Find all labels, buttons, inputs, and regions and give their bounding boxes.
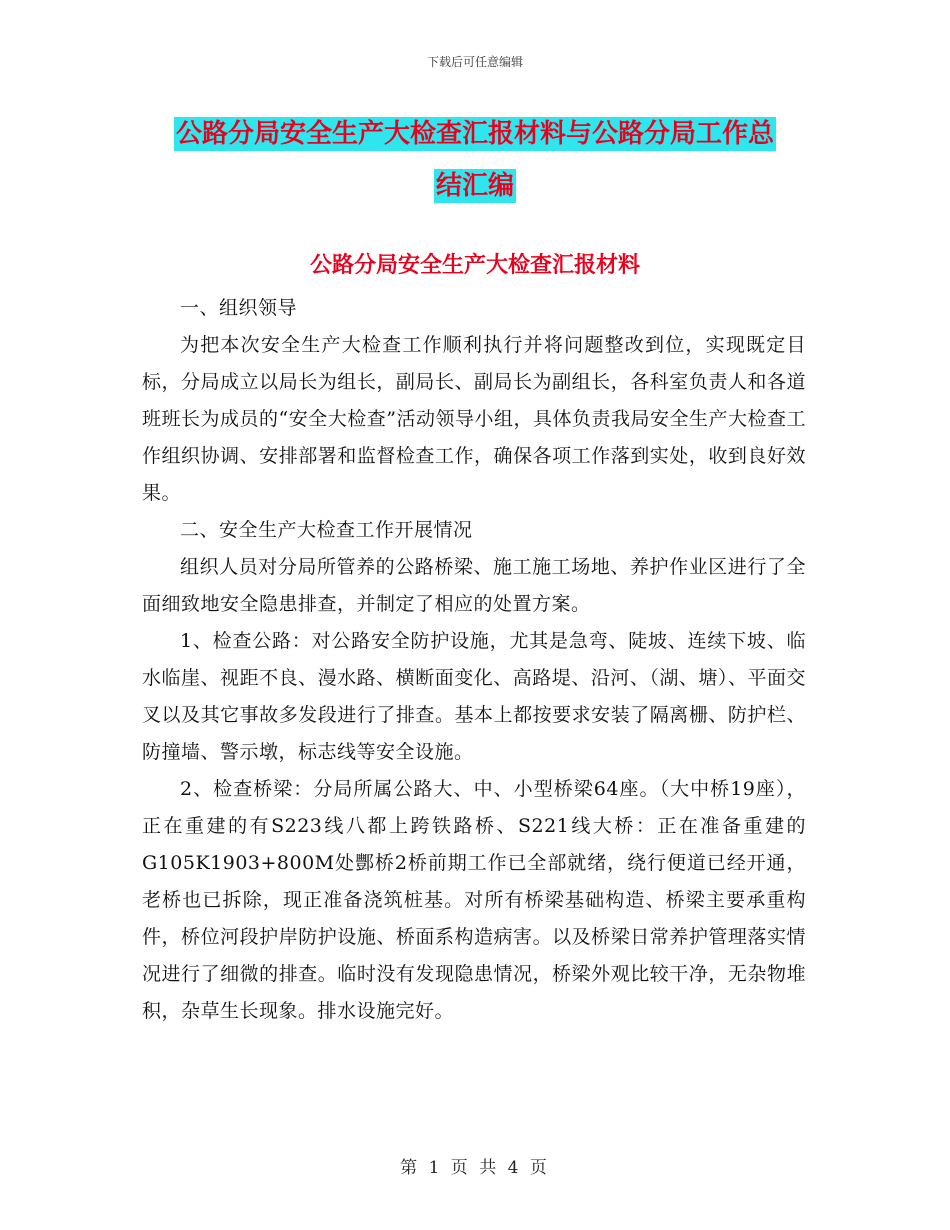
document-title	[140, 108, 810, 212]
page-number: 第 1 页 共 4 页	[400, 1158, 550, 1178]
paragraph-organization: 为把本次安全生产大检查工作顺利执行并将问题整改到位，实现既定目标，分局成立以局长为组长，副局长、副局长为副组长，各科室负责人和各道班班长为成员的“安全大检查”活动领导小组，具体负责我局安全生产大检查工作组织协调、安排部署和监督检查工作，确保各项工作落到实处，收到良好效果。	[142, 334, 806, 504]
paragraph-inspection-overview: 组织人员对分局所管养的公路桥梁、施工施工场地、养护作业区进行了全面细致地安全隐患排查，并制定了相应的处置方案。	[142, 556, 806, 615]
page-header-note: 下载后可任意编辑	[426, 55, 523, 69]
paragraph-road-inspection: 1、检查公路：对公路安全防护设施，尤其是急弯、陡坡、连续下坡、临水临崖、视距不良、漫水路、横断面变化、高路堤、沿河、（湖、塘）、平面交叉以及其它事故多发段进行了排查。基本上都按要求安装了隔离栅、防护栏、防撞墙、警示墩，标志线等安全设施。	[142, 630, 806, 763]
document-body	[142, 290, 806, 1030]
section-title: 公路分局安全生产大检查汇报材料	[309, 253, 640, 278]
document-title-line-2: 结汇编	[435, 171, 514, 201]
heading-organization: 一、组织领导	[180, 297, 298, 319]
document-title-line-1: 公路分局安全生产大检查汇报材料与公路分局工作总	[175, 119, 774, 149]
paragraph-bridge-inspection: 2、检查桥梁：分局所属公路大、中、小型桥梁64座。（大中桥19座），正在重建的有S223线八都上跨铁路桥、S221线大桥：正在准备重建的G105K1903+800M处酆桥2桥前期工作已全部就绪，绕行便道已经开通，老桥也已拆除，现正准备浇筑桩基。对所有桥梁基础构造、桥梁主要承重构件，桥位河段护岸防护设施、桥面系构造病害。以及桥梁日常养护管理落实情况进行了细微的排查。临时没有发现隐患情况，桥梁外观比较干净，无杂物堆积，杂草生长现象。排水设施完好。	[142, 778, 806, 1022]
heading-inspection-progress: 二、安全生产大检查工作开展情况	[180, 519, 473, 541]
